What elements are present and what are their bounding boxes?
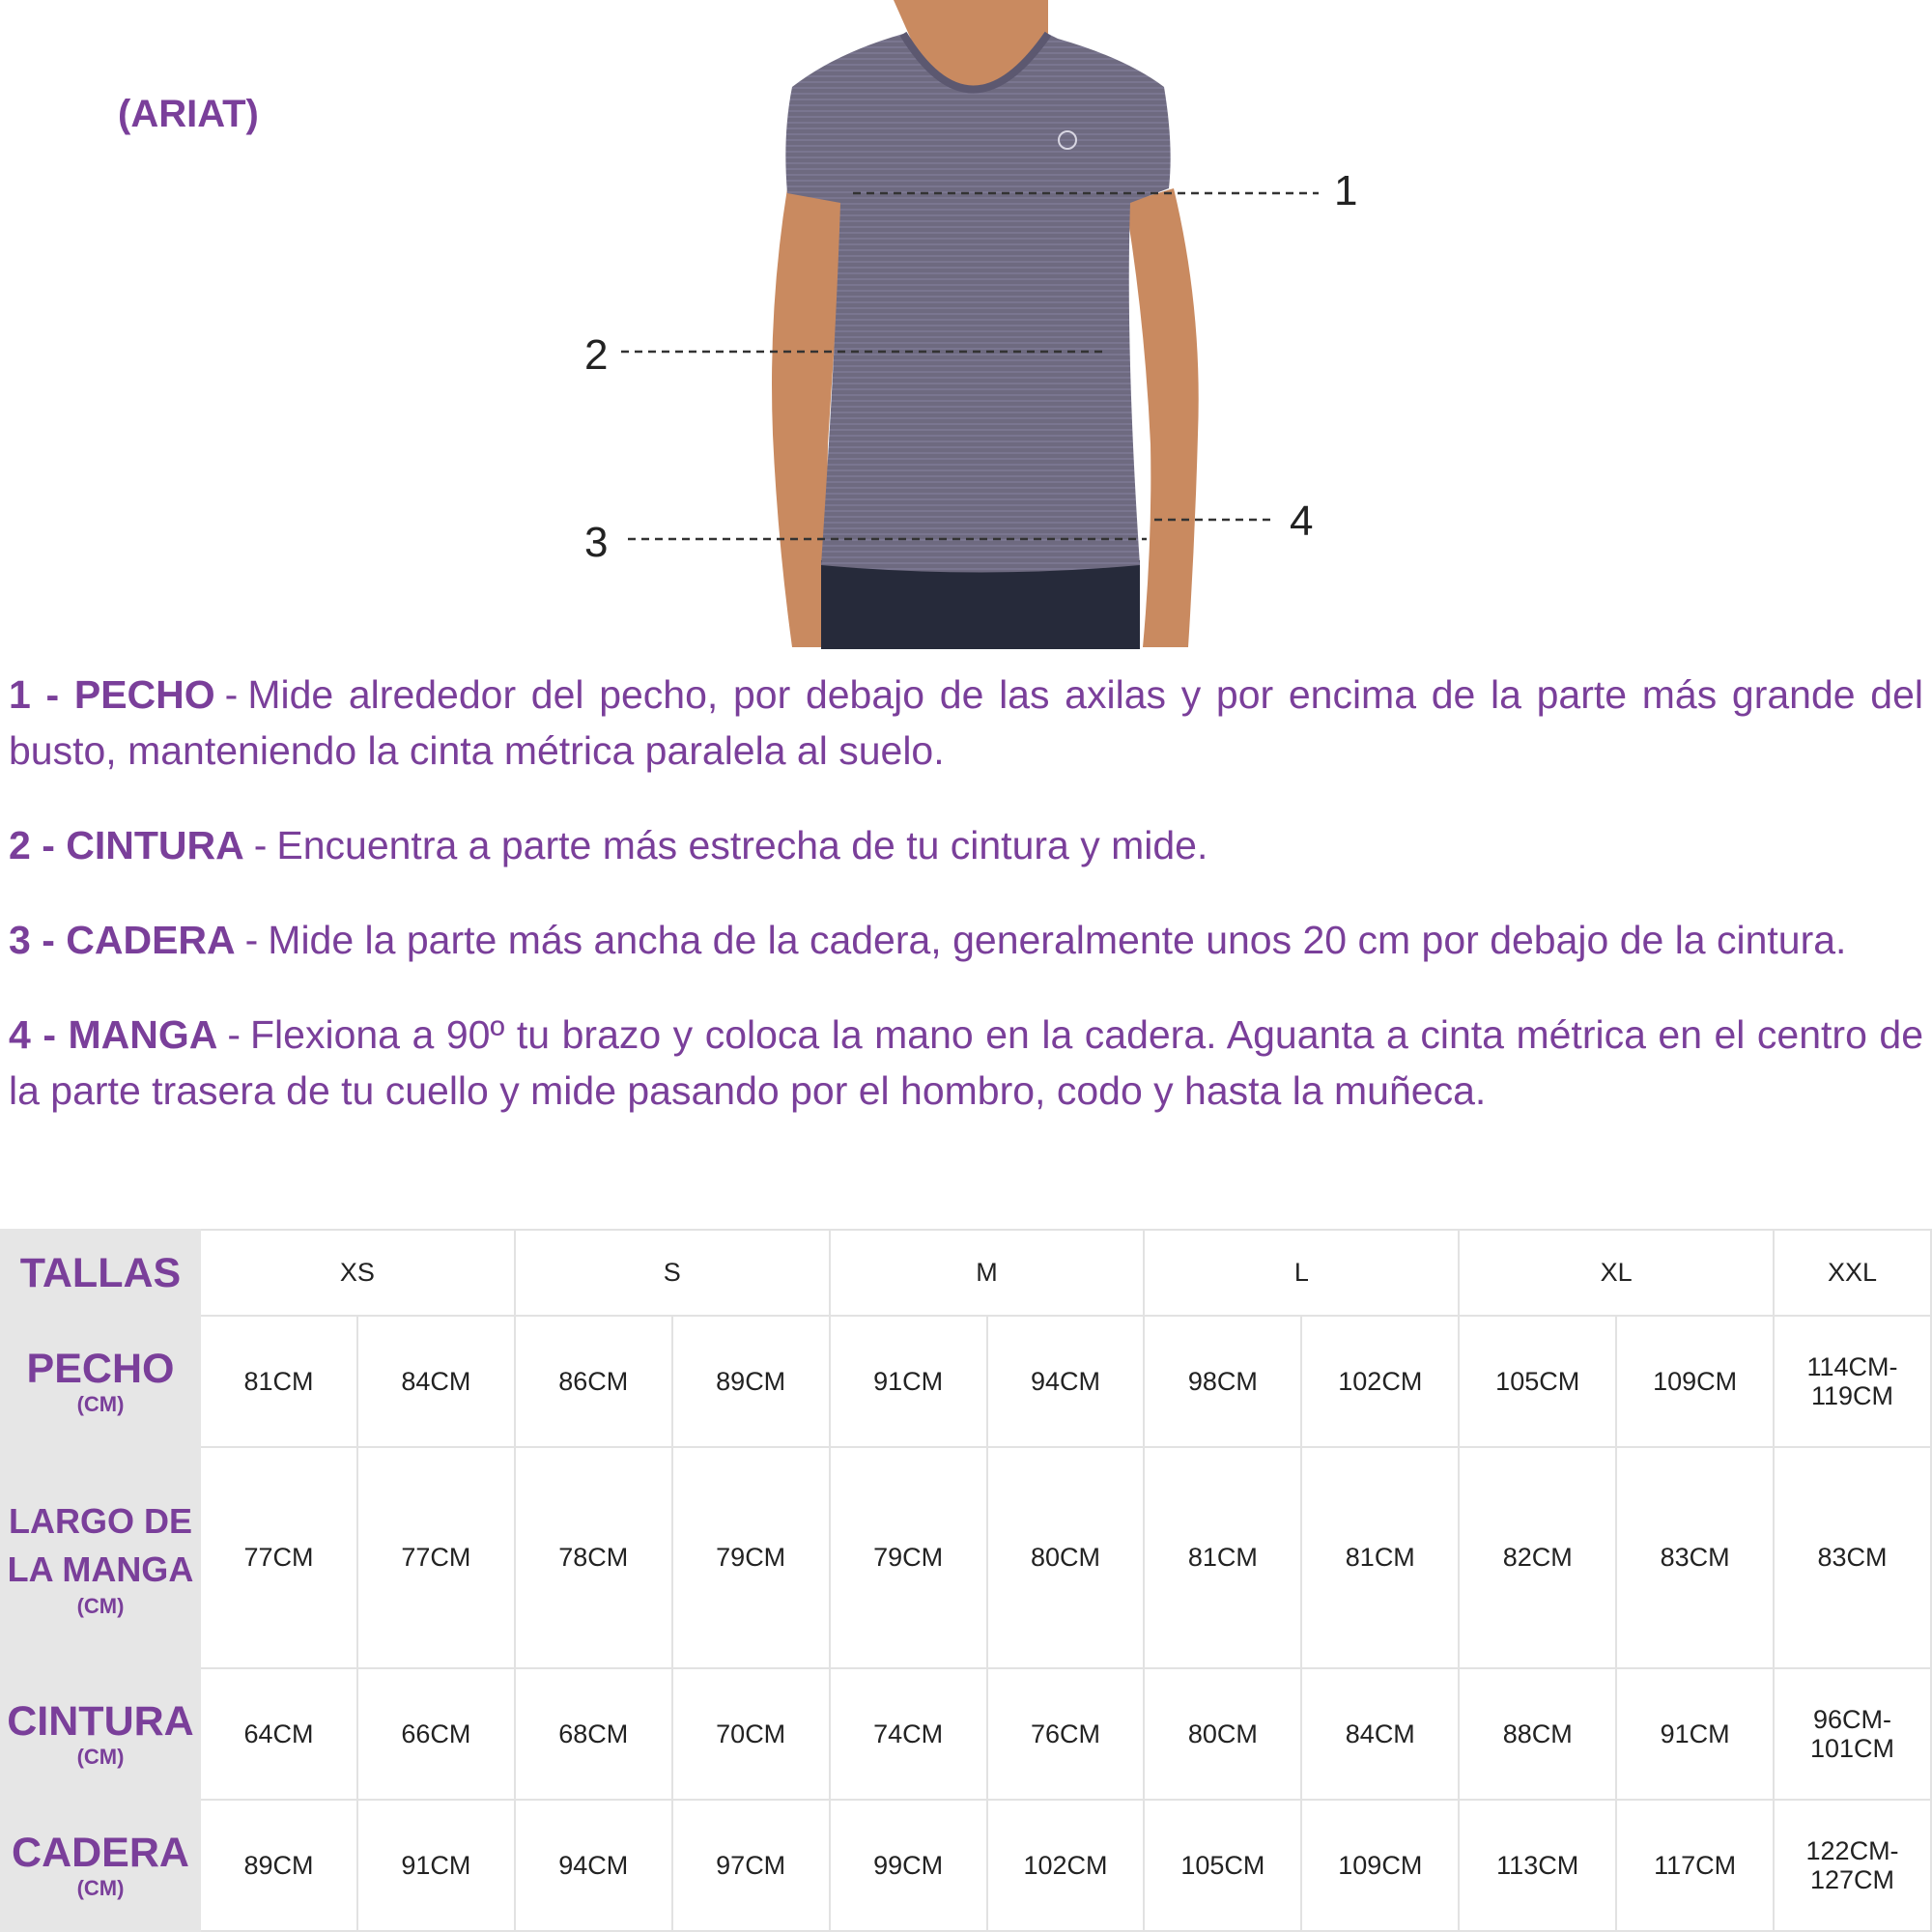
row-sleeve [1, 1447, 1931, 1668]
table-cell: 81CM [1301, 1447, 1459, 1668]
marker-3: 3 [584, 519, 609, 566]
table-cell: 74CM [830, 1668, 987, 1800]
table-cell: 84CM [357, 1316, 515, 1447]
marker-1: 1 [1334, 167, 1358, 214]
size-header-row [1, 1230, 1931, 1316]
size-s: S [515, 1230, 830, 1316]
shirt-measurement-figure [546, 0, 1386, 649]
row-hip [1, 1800, 1931, 1931]
table-cell: 77CM [357, 1447, 515, 1668]
size-m: M [830, 1230, 1145, 1316]
table-cell: 97CM [672, 1800, 830, 1931]
size-xs: XS [200, 1230, 515, 1316]
table-cell: 70CM [672, 1668, 830, 1800]
table-cell: 64CM [200, 1668, 357, 1800]
table-cell: 84CM [1301, 1668, 1459, 1800]
marker-4: 4 [1290, 497, 1314, 545]
table-cell: 83CM [1616, 1447, 1774, 1668]
sizes-header-label: TALLAS [1, 1230, 200, 1316]
table-cell: 91CM [830, 1316, 987, 1447]
table-cell: 66CM [357, 1668, 515, 1800]
table-cell: 78CM [515, 1447, 672, 1668]
table-cell: 80CM [1144, 1668, 1301, 1800]
size-xl: XL [1459, 1230, 1774, 1316]
table-cell: 102CM [987, 1800, 1145, 1931]
table-cell: 88CM [1459, 1668, 1616, 1800]
table-cell: 98CM [1144, 1316, 1301, 1447]
table-cell: 113CM [1459, 1800, 1616, 1931]
instruction-waist: 2 - CINTURA - Encuentra a parte más estrecha de tu cintura y mide. [9, 823, 1208, 867]
size-l: L [1144, 1230, 1459, 1316]
table-cell: 109CM [1301, 1800, 1459, 1931]
table-cell: 82CM [1459, 1447, 1616, 1668]
table-cell: 102CM [1301, 1316, 1459, 1447]
table-cell: 105CM [1144, 1800, 1301, 1931]
table-cell: 89CM [672, 1316, 830, 1447]
table-cell: 81CM [200, 1316, 357, 1447]
table-cell: 79CM [830, 1447, 987, 1668]
shirt-body [785, 34, 1170, 573]
row-label-chest: PECHO (CM) [1, 1316, 200, 1447]
size-chart-table [0, 1229, 1932, 1932]
table-cell: 68CM [515, 1668, 672, 1800]
table-cell-xxl: 96CM- 101CM [1774, 1668, 1931, 1800]
table-cell: 117CM [1616, 1800, 1774, 1931]
table-cell: 94CM [515, 1800, 672, 1931]
instruction-hip: 3 - CADERA - Mide la parte más ancha de la cadera, generalmente unos 20 cm por debajo de la cintura. [9, 918, 1847, 962]
table-cell-xxl: 83CM [1774, 1447, 1931, 1668]
table-cell-xxl: 114CM- 119CM [1774, 1316, 1931, 1447]
table-cell: 86CM [515, 1316, 672, 1447]
table-cell: 77CM [200, 1447, 357, 1668]
measurement-instructions [9, 667, 1923, 1157]
table-cell: 91CM [357, 1800, 515, 1931]
row-label-hip: CADERA (CM) [1, 1800, 200, 1931]
table-cell-xxl: 122CM- 127CM [1774, 1800, 1931, 1931]
table-cell: 99CM [830, 1800, 987, 1931]
instruction-chest: 1 - PECHO - Mide alrededor del pecho, por debajo de las axilas y por encima de la parte más grande del busto, manteniendo la cinta métrica paralela al suelo. [9, 672, 1923, 773]
marker-2: 2 [584, 331, 609, 379]
table-cell: 81CM [1144, 1447, 1301, 1668]
table-cell: 105CM [1459, 1316, 1616, 1447]
table-cell: 91CM [1616, 1668, 1774, 1800]
instruction-sleeve: 4 - MANGA - Flexiona a 90º tu brazo y coloca la mano en la cadera. Aguanta a cinta métrica en el centro de la parte trasera de tu cuello y mide pasando por el hombro, codo y hasta la muñeca. [9, 1012, 1924, 1113]
table-cell: 109CM [1616, 1316, 1774, 1447]
table-cell: 76CM [987, 1668, 1145, 1800]
row-label-sleeve: LARGO DE LA MANGA (CM) [1, 1447, 200, 1668]
table-cell: 80CM [987, 1447, 1145, 1668]
jeans [821, 560, 1140, 649]
table-cell: 94CM [987, 1316, 1145, 1447]
row-label-waist: CINTURA (CM) [1, 1668, 200, 1800]
size-xxl: XXL [1774, 1230, 1931, 1316]
table-cell: 89CM [200, 1800, 357, 1931]
row-waist [1, 1668, 1931, 1800]
table-cell: 79CM [672, 1447, 830, 1668]
brand-label: (ARIAT) [118, 93, 259, 135]
row-chest [1, 1316, 1931, 1447]
